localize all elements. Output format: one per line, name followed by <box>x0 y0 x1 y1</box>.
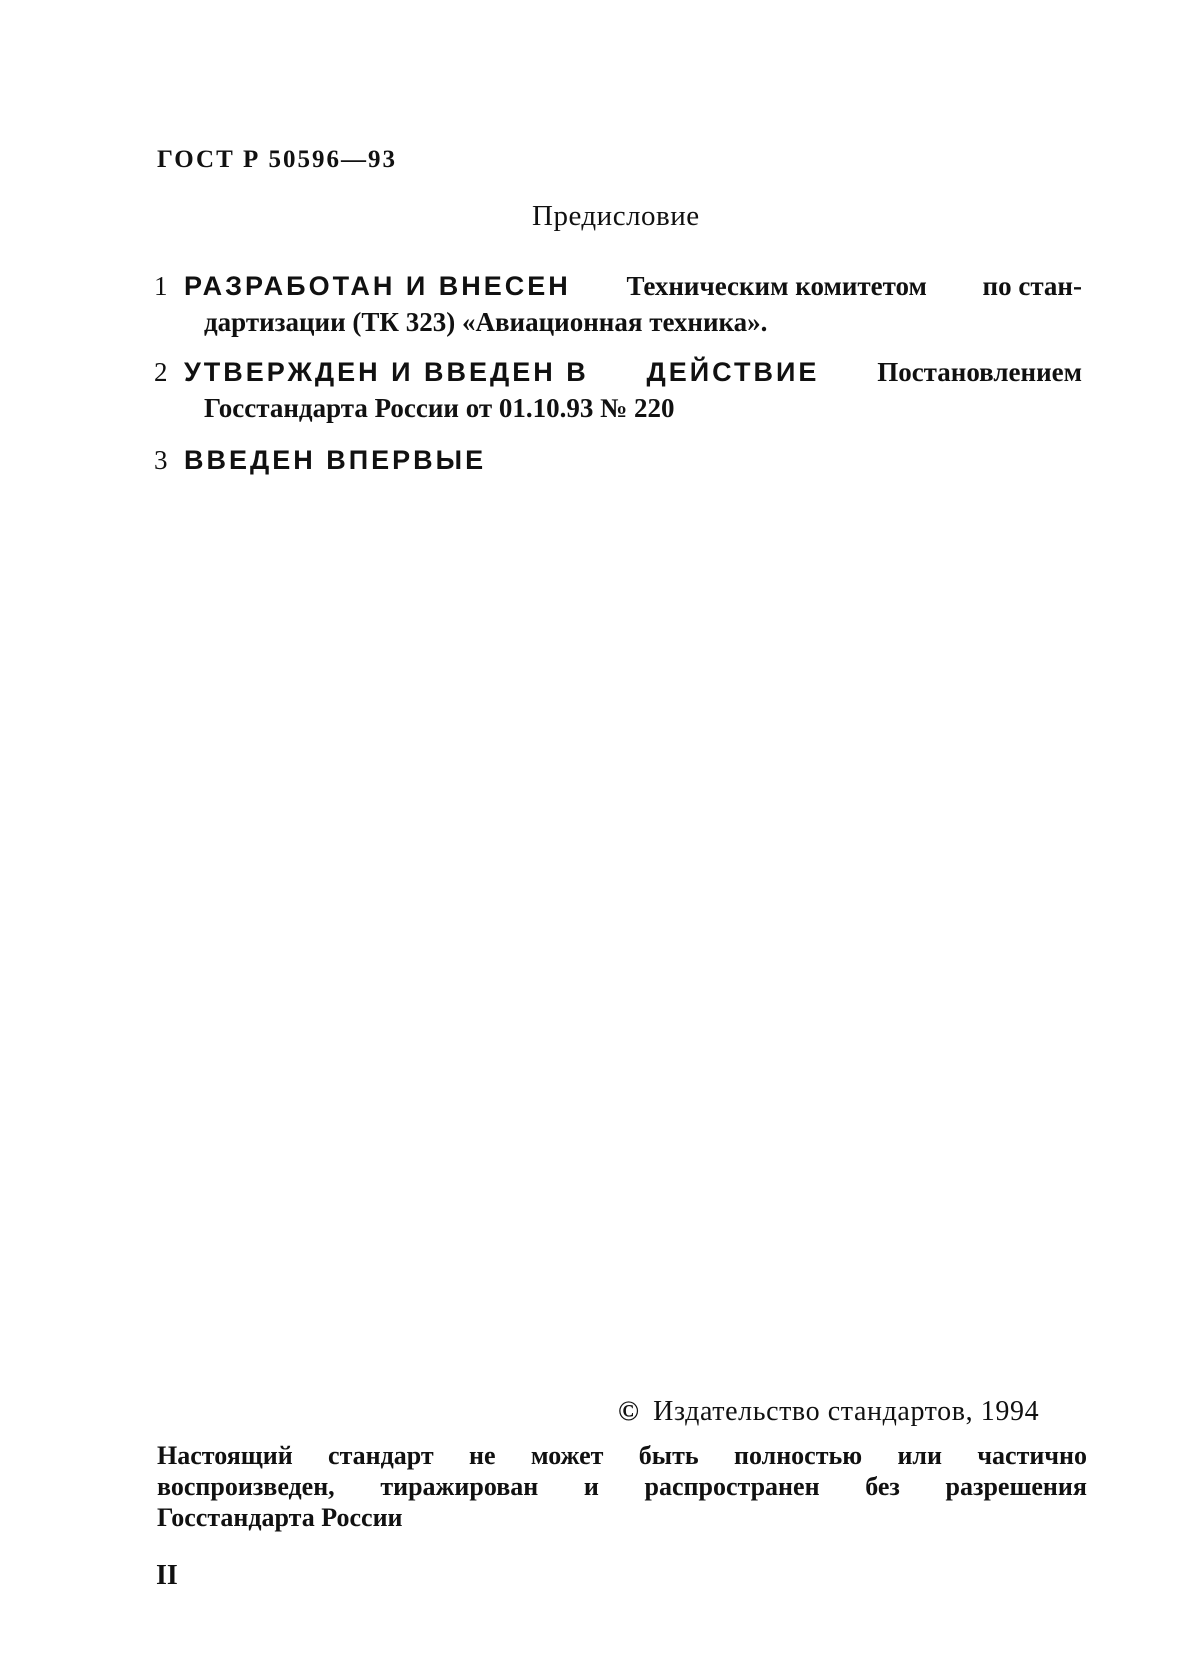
notice-word: быть <box>638 1441 699 1470</box>
notice-word: или <box>897 1441 943 1470</box>
preface-item-3 <box>154 442 1084 478</box>
notice-word: распространен <box>644 1472 820 1501</box>
copyright-line <box>618 1396 1039 1428</box>
notice-word: разрешения <box>945 1472 1087 1501</box>
notice-word: Настоящий <box>157 1441 293 1470</box>
item-text: Постановлением <box>877 357 1082 387</box>
copyright-text: Издательство стандартов, 1994 <box>653 1396 1040 1427</box>
item-number: 2 <box>154 357 168 387</box>
item-number: 1 <box>154 271 168 301</box>
notice-word: без <box>865 1472 900 1501</box>
item-lead: ВВЕДЕН ВПЕРВЫЕ <box>184 445 487 475</box>
item-number: 3 <box>154 445 168 475</box>
notice-word: и <box>583 1472 599 1501</box>
notice-word: стандарт <box>328 1441 434 1470</box>
notice-word: тиражирован <box>380 1472 539 1501</box>
copyright-icon: © <box>618 1396 640 1427</box>
item-text: Техническим комитетом <box>626 271 927 301</box>
preface-item-2 <box>154 354 1084 426</box>
item-lead: ДЕЙСТВИЕ <box>646 357 820 387</box>
notice-line-2 <box>157 1471 1087 1502</box>
item-lead: РАЗРАБОТАН И ВНЕСЕН <box>184 271 571 301</box>
item-text: по стан- <box>982 271 1082 301</box>
item-continuation: дартизации (ТК 323) «Авиационная техника». <box>204 307 768 337</box>
notice-word: не <box>469 1441 496 1470</box>
notice-line-1 <box>157 1440 1087 1471</box>
notice-word: может <box>530 1441 604 1470</box>
page-number: II <box>156 1560 178 1591</box>
notice-word: полностью <box>733 1441 863 1470</box>
preface-item-1 <box>154 268 1084 340</box>
standard-code: ГОСТ Р 50596—93 <box>157 146 398 173</box>
item-continuation: Госстандарта России от 01.10.93 № 220 <box>204 393 675 423</box>
notice-word: частично <box>977 1441 1087 1470</box>
preface-title: Предисловие <box>532 200 700 232</box>
notice-word: Госстандарта России <box>157 1503 403 1532</box>
reproduction-notice <box>157 1440 1087 1533</box>
item-lead: УТВЕРЖДЕН И ВВЕДЕН В <box>184 357 589 387</box>
notice-line-3 <box>157 1502 1087 1533</box>
notice-word: воспроизведен, <box>157 1472 335 1501</box>
